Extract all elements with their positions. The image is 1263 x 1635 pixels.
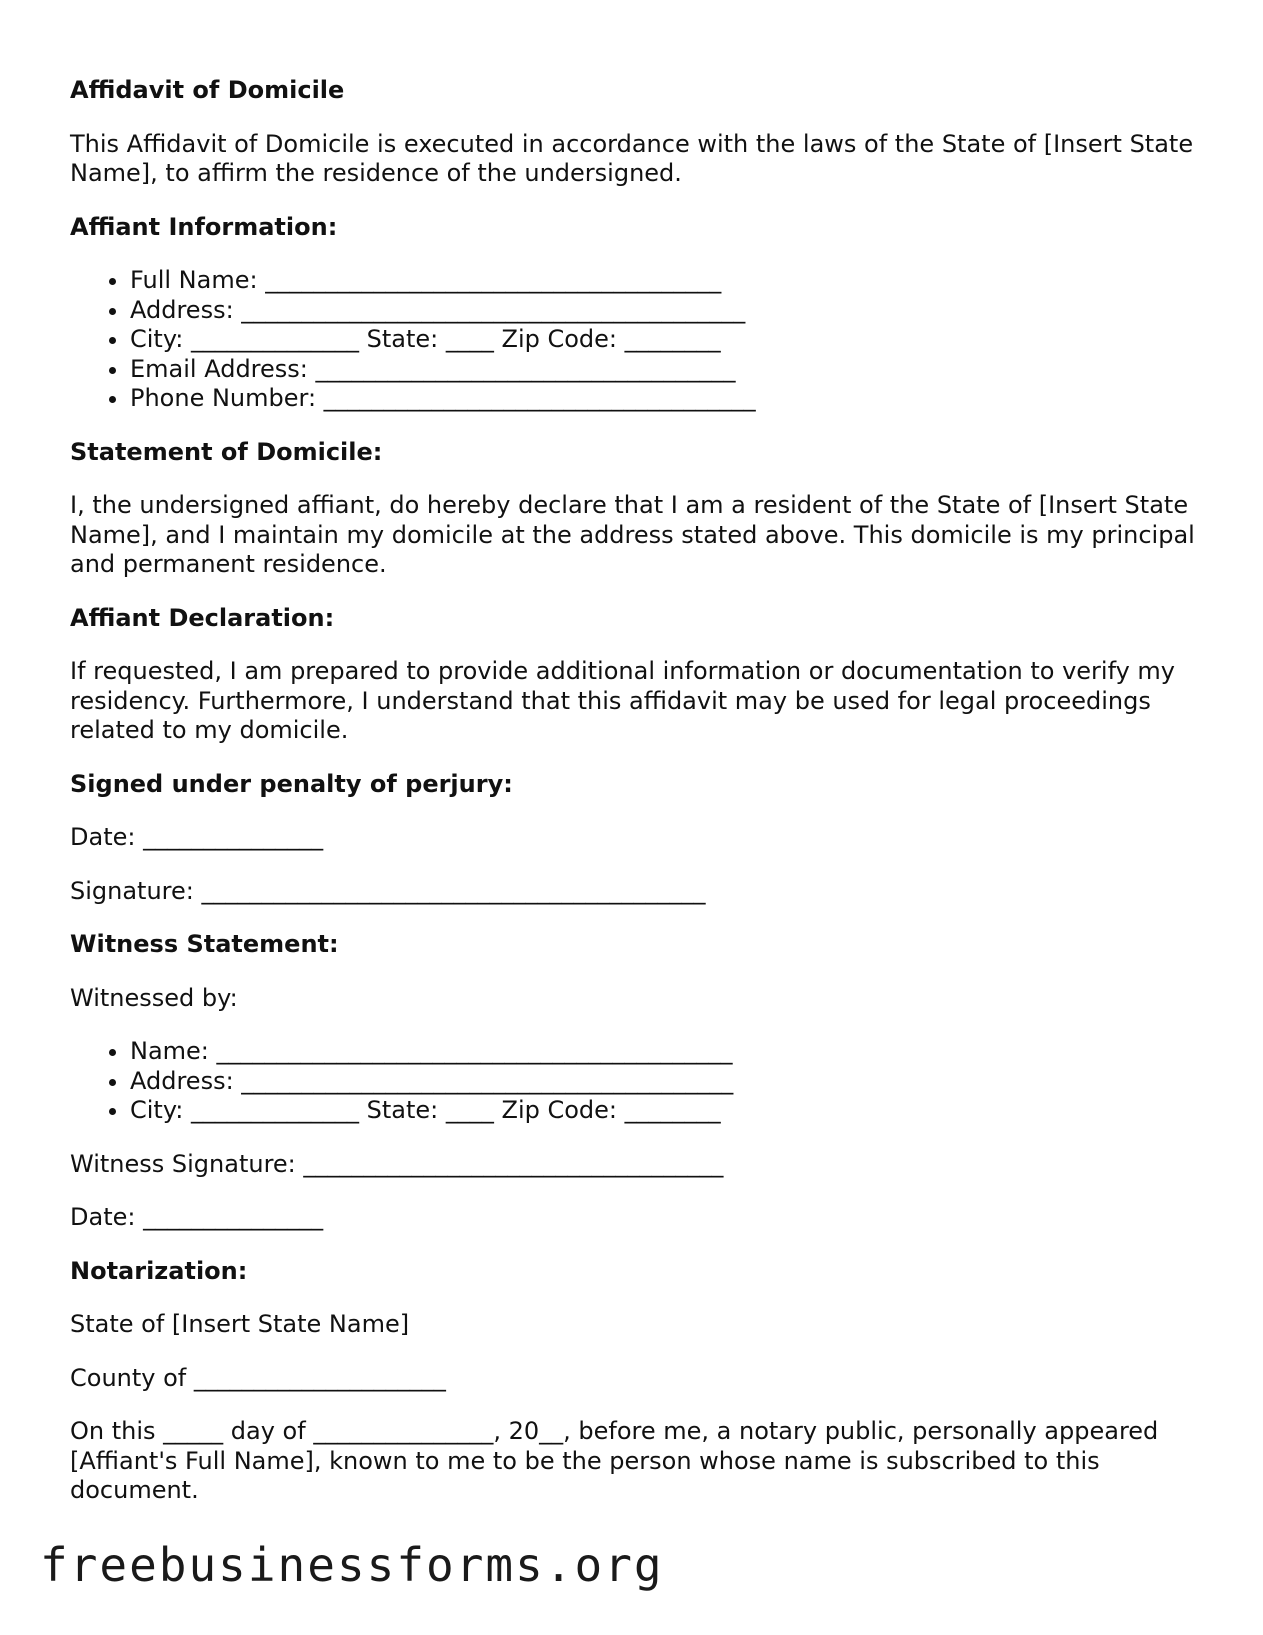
affiant-declaration-text: If requested, I am prepared to provide additional information or documentation to verify my residency. Furthermore, I understand that this affidavit may be used for legal proceedings related to my domicile.: [70, 657, 1176, 744]
signature-field[interactable]: Signature: __________________________________________: [70, 876, 706, 905]
witness-statement-heading: Witness Statement:: [70, 930, 339, 958]
site-watermark: freebusinessforms.org: [40, 1538, 664, 1592]
witness-date-field[interactable]: Date: _______________: [70, 1203, 324, 1231]
signed-heading: Signed under penalty of perjury:: [70, 769, 513, 798]
signed-date-field[interactable]: Date: _______________: [70, 823, 324, 851]
notary-state-line: State of [Insert State Name]: [70, 1310, 410, 1338]
witness-information-list: [70, 1037, 1200, 1126]
document-title: Affidavit of Domicile: [70, 76, 345, 104]
affiant-email-field[interactable]: • Email Address: ___________________________________: [130, 355, 1200, 385]
intro-paragraph: This Affidavit of Domicile is executed in accordance with the laws of the State of [Insert State Name], to affirm the residence of the undersigned.: [70, 129, 1194, 187]
notary-statement: On this _____ day of _______________, 20__, before me, a notary public, personally appeared [Affiant's Full Name], known to me to be the person whose name is subscribed to this document.: [70, 1417, 1159, 1504]
affiant-declaration-heading: Affiant Declaration:: [70, 603, 335, 632]
affiant-phone-field[interactable]: • Phone Number: ____________________________________: [130, 384, 1200, 414]
affidavit-document: [70, 76, 1200, 1530]
witness-signature-field[interactable]: Witness Signature: ___________________________________: [70, 1149, 724, 1178]
affiant-city-state-zip-field[interactable]: • City: ______________ State: ____ Zip Code: ________: [130, 325, 1200, 355]
witnessed-by-label: Witnessed by:: [70, 983, 238, 1012]
witness-city-state-zip-field[interactable]: • City: ______________ State: ____ Zip Code: ________: [130, 1096, 1200, 1126]
affiant-information-list: [70, 266, 1200, 414]
affiant-information-heading: Affiant Information:: [70, 212, 338, 241]
notary-county-field[interactable]: County of _____________________: [70, 1363, 446, 1392]
affiant-full-name-field[interactable]: • Full Name: ______________________________________: [130, 266, 1200, 296]
statement-of-domicile-heading: Statement of Domicile:: [70, 437, 383, 466]
witness-name-field[interactable]: • Name: ___________________________________________: [130, 1037, 1200, 1067]
statement-of-domicile-text: I, the undersigned affiant, do hereby declare that I am a resident of the State of [Insert State Name], and I maintain my domicile at the address stated above. This domicile is my principal and permanent residence.: [70, 491, 1195, 578]
notarization-heading: Notarization:: [70, 1256, 248, 1285]
witness-address-field[interactable]: • Address: _________________________________________: [130, 1067, 1200, 1097]
affiant-address-field[interactable]: • Address: __________________________________________: [130, 296, 1200, 326]
